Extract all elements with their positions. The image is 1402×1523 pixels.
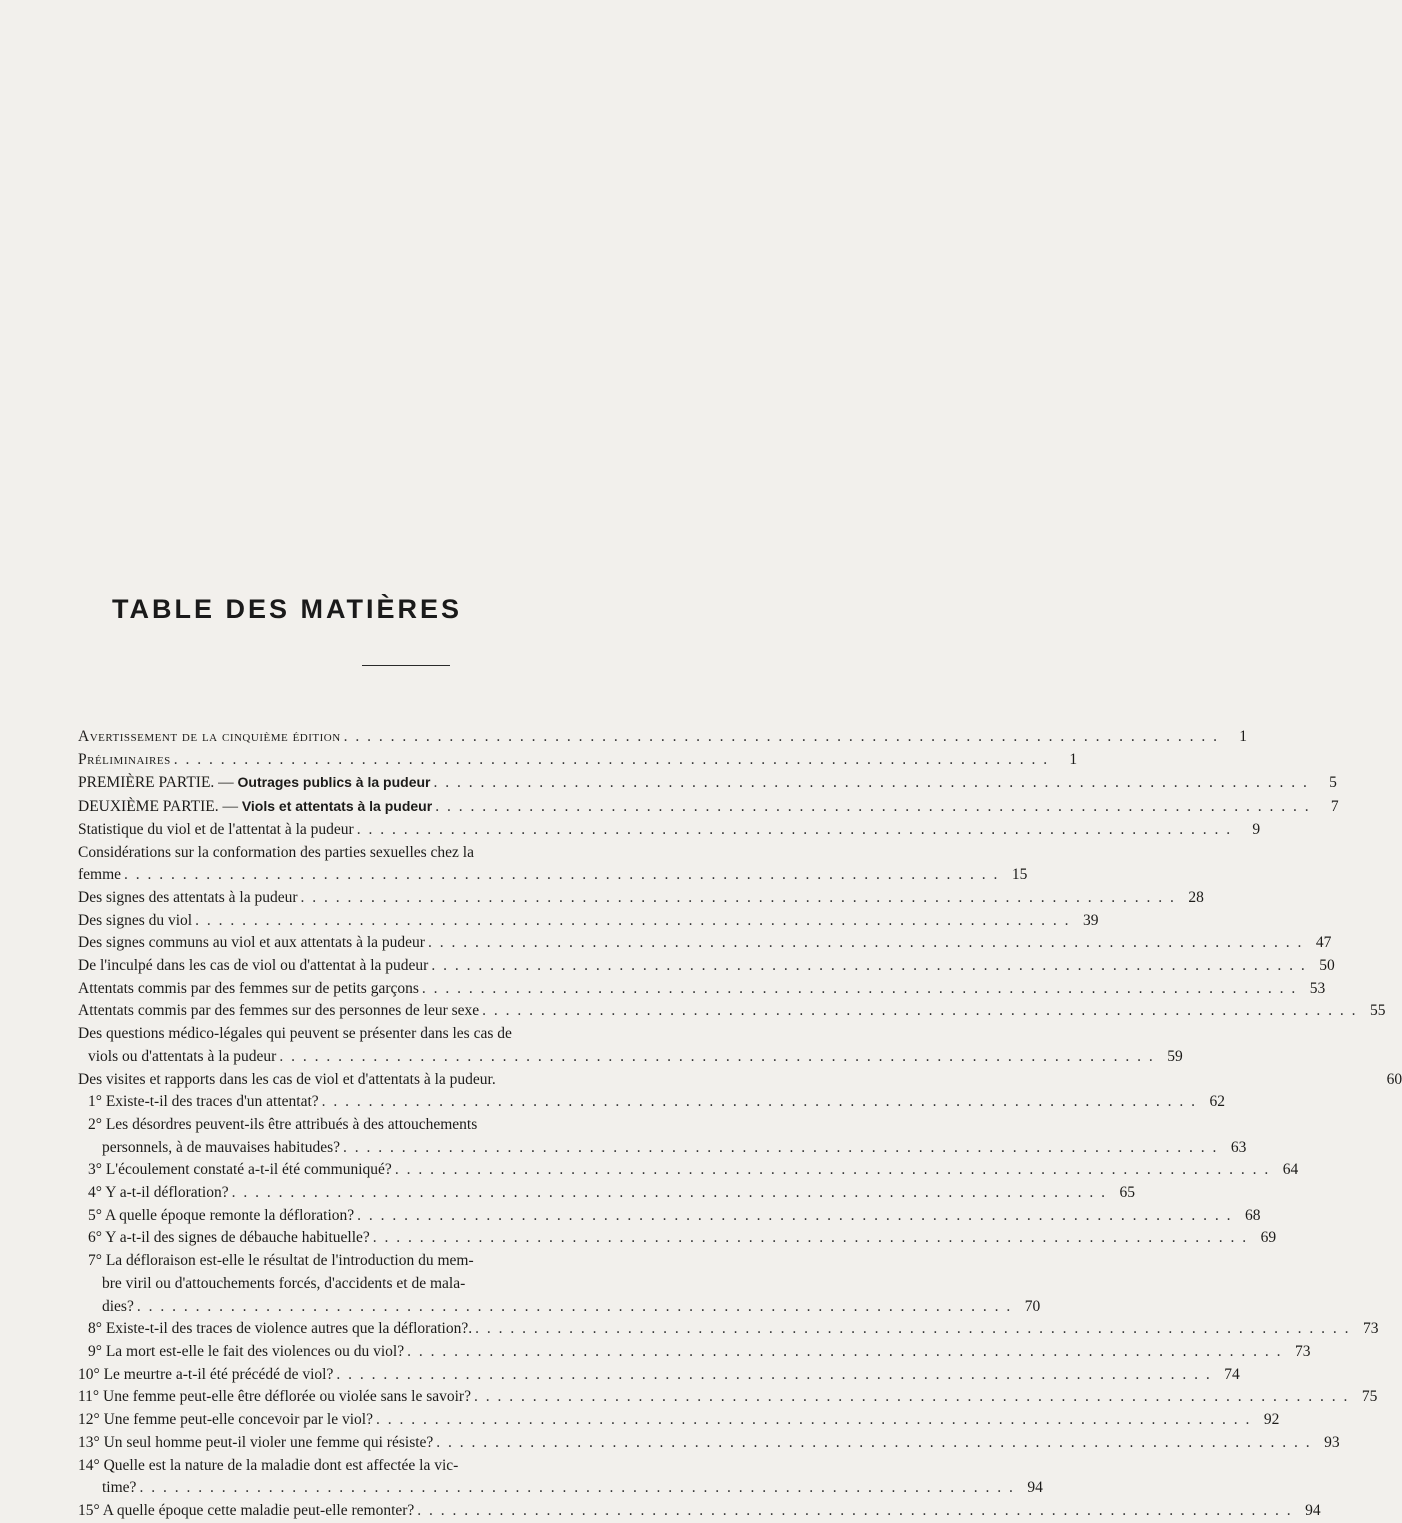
entry-text: Préliminaires (78, 750, 171, 768)
entry-text: 9° La mort est-elle le fait des violences ou du viol? (88, 1342, 405, 1360)
page-number: 50 (1319, 957, 1335, 975)
toc-entry (78, 1364, 1240, 1387)
dot-leader (472, 1318, 1350, 1341)
page-number: 1 (1239, 728, 1248, 745)
toc-entry (78, 1296, 1041, 1319)
dot-leader (370, 1227, 1248, 1250)
page-number: 70 (1024, 1297, 1041, 1315)
toc-entry (78, 978, 1326, 1001)
toc-entry (78, 1341, 1311, 1364)
toc-entry (78, 771, 1337, 795)
dot-leader (121, 864, 999, 887)
entry-text: Des signes du viol (78, 911, 193, 929)
entry-text-line: 2° Les désordres peuvent-ils être attribués à des attouchements (88, 1115, 478, 1133)
toc-entry (78, 1182, 1135, 1205)
page-number: 69 (1260, 1229, 1277, 1247)
page-number: 93 (1324, 1433, 1340, 1451)
toc-entry (78, 1500, 1321, 1523)
toc-entry (78, 1046, 1183, 1069)
page-number: 73 (1294, 1342, 1311, 1360)
page-number: 75 (1361, 1388, 1378, 1406)
entry-text: 13° Un seul homme peut-il violer une femme qui résiste? (78, 1433, 434, 1451)
page-number: 74 (1224, 1365, 1240, 1383)
dot-leader (479, 1000, 1357, 1023)
dot-leader (428, 955, 1306, 978)
toc-entry (78, 864, 1028, 887)
page-number: 73 (1362, 1320, 1379, 1338)
entry-text: time? (102, 1479, 137, 1497)
dot-leader (373, 1409, 1251, 1432)
entry-text: viols ou d'attentats à la pudeur (88, 1047, 277, 1065)
toc-entry (78, 1432, 1340, 1455)
page-title: TABLE DES MATIÈRES (112, 594, 463, 624)
dot-leader (341, 726, 1219, 749)
entry-text-line: Des questions médico-légales qui peuvent se présenter dans les cas de (78, 1025, 512, 1043)
entry-text-line: 14° Quelle est la nature de la maladie dont est affectée la vic- (78, 1456, 459, 1474)
page-number: 39 (1082, 911, 1099, 929)
part-label: PREMIÈRE PARTIE. — (78, 774, 234, 792)
dot-leader (354, 819, 1232, 842)
toc-entry (78, 1477, 1043, 1500)
dot-leader (171, 749, 1049, 772)
dot-leader (430, 772, 1308, 795)
dot-leader (136, 1477, 1014, 1500)
page-number: 94 (1027, 1479, 1043, 1497)
toc-entry (78, 910, 1099, 933)
toc-entry (78, 819, 1261, 842)
entry-text: 15° A quelle époque cette maladie peut-elle remonter? (78, 1501, 415, 1519)
entry-text: Statistique du viol et de l'attentat à la pudeur (78, 820, 354, 838)
entry-text: De l'inculpé dans les cas de viol ou d'attentat à la pudeur (78, 957, 429, 975)
dot-leader (340, 1137, 1218, 1160)
entry-text: dies? (102, 1297, 134, 1315)
entry-text: 8° Existe-t-il des traces de violence autres que la défloration?. (88, 1320, 473, 1338)
toc-entry (78, 1227, 1277, 1250)
entry-text: 11° Une femme peut-elle être déflorée ou violée sans le savoir? (78, 1388, 471, 1406)
part-subtitle: Viols et attentats à la pudeur (241, 798, 433, 815)
page-number: 94 (1305, 1501, 1321, 1519)
entry-text: Attentats commis par des femmes sur des personnes de leur sexe (78, 1002, 480, 1020)
entry-text: 4° Y a-t-il défloration? (88, 1184, 229, 1202)
toc-entry (78, 1000, 1386, 1023)
entry-text: 1° Existe-t-il des traces d'un attentat? (88, 1093, 319, 1111)
page-number: 68 (1245, 1206, 1261, 1224)
dot-leader (432, 796, 1310, 819)
entry-text-line: 7° La défloraison est-elle le résultat de l'introduction du mem- (88, 1252, 474, 1270)
dot-leader (229, 1182, 1107, 1205)
page-number: 63 (1230, 1138, 1247, 1156)
page-number: 55 (1370, 1002, 1386, 1020)
entry-text (78, 771, 430, 795)
entry-text: personnels, à de mauvaises habitudes? (102, 1138, 341, 1156)
entry-text: Avertissement de la cinquième édition (78, 728, 341, 745)
dot-leader (419, 978, 1297, 1001)
page-number: 53 (1309, 979, 1326, 997)
dot-leader (333, 1364, 1211, 1387)
toc-entry (78, 1159, 1299, 1182)
title-divider (362, 665, 450, 666)
toc-entry (78, 795, 1339, 819)
dot-leader (433, 1432, 1311, 1455)
page-number: 5 (1329, 774, 1337, 792)
dot-leader (392, 1159, 1270, 1182)
dot-leader (192, 910, 1070, 933)
toc-entry (78, 887, 1204, 910)
page-number: 65 (1119, 1184, 1135, 1202)
dot-leader (425, 932, 1303, 955)
entry-text (78, 795, 432, 819)
page-number: 60 (1386, 1070, 1402, 1088)
toc-entry (78, 1409, 1280, 1432)
entry-text: Attentats commis par des femmes sur de petits garçons (78, 979, 419, 997)
dot-leader (414, 1500, 1292, 1523)
entry-text: 10° Le meurtre a-t-il été précédé de viol? (78, 1365, 334, 1383)
entry-text: Des signes des attentats à la pudeur (78, 888, 298, 906)
entry-text: femme (78, 866, 122, 884)
dot-leader (471, 1386, 1349, 1409)
table-of-contents (78, 726, 1402, 1523)
entry-text: 6° Y a-t-il des signes de débauche habituelle? (88, 1229, 370, 1247)
entry-text-line: Considérations sur la conformation des parties sexuelles chez la (78, 843, 474, 861)
page-number: 9 (1252, 820, 1261, 838)
entry-text: Des signes communs au viol et aux attentats à la pudeur (78, 934, 425, 952)
dot-leader (134, 1296, 1012, 1319)
page-number: 1 (1069, 750, 1078, 768)
toc-entry (78, 1318, 1379, 1341)
part-subtitle: Outrages publics à la pudeur (237, 774, 431, 791)
entry-text: 3° L'écoulement constaté a-t-il été communiqué? (88, 1161, 392, 1179)
toc-entry (78, 1137, 1247, 1160)
toc-entry (78, 1205, 1261, 1228)
page-number: 64 (1282, 1161, 1299, 1179)
page-number: 92 (1263, 1411, 1280, 1429)
toc-entry (78, 1069, 1402, 1092)
dot-leader (319, 1091, 1197, 1114)
page-number: 15 (1011, 866, 1028, 884)
page-number: 47 (1315, 934, 1332, 952)
dot-leader (404, 1341, 1282, 1364)
toc-entry (78, 726, 1248, 749)
page-number: 62 (1209, 1093, 1226, 1111)
entry-text-line: bre viril ou d'attouchements forcés, d'accidents et de mala- (102, 1274, 466, 1292)
page-number: 59 (1167, 1047, 1183, 1065)
toc-entry (78, 1386, 1378, 1409)
entry-text: Des visites et rapports dans les cas de viol et d'attentats à la pudeur. (78, 1070, 496, 1088)
dot-leader (354, 1205, 1232, 1228)
page-number: 7 (1330, 798, 1339, 816)
dot-leader (298, 887, 1176, 910)
entry-text: 12° Une femme peut-elle concevoir par le viol? (78, 1411, 373, 1429)
dot-leader (276, 1046, 1154, 1069)
toc-entry (78, 932, 1332, 955)
page-number: 28 (1188, 888, 1204, 906)
entry-text: 5° A quelle époque remonte la défloration? (88, 1206, 355, 1224)
toc-entry (78, 749, 1078, 772)
toc-entry (78, 1091, 1226, 1114)
toc-entry (78, 955, 1335, 978)
part-label: DEUXIÈME PARTIE. — (78, 798, 238, 816)
